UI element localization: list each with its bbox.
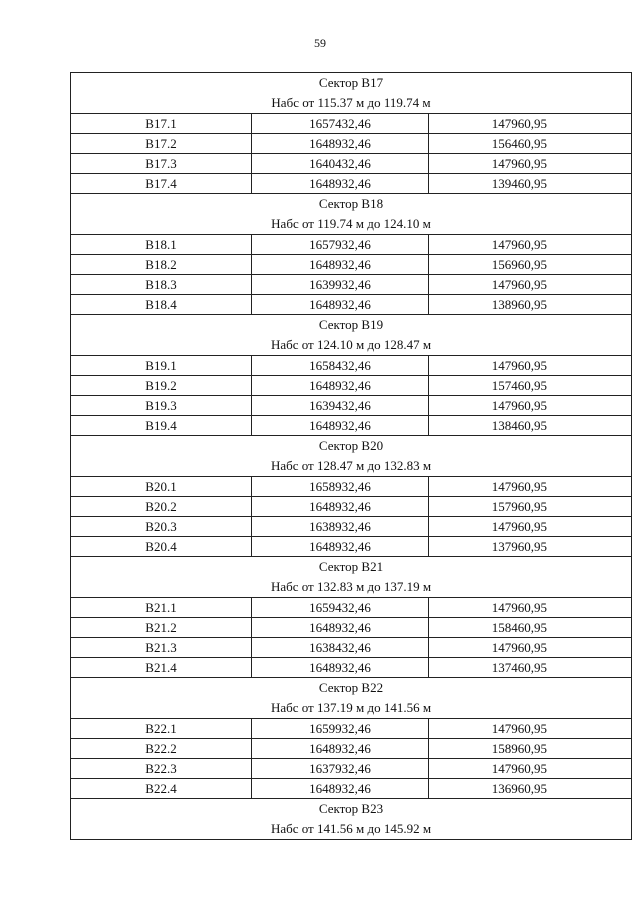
coord-x: 1638432,46 — [252, 638, 429, 657]
coord-y: 138460,95 — [491, 418, 547, 433]
table-row — [71, 598, 631, 618]
point-id: В21.4 — [71, 658, 252, 677]
table-row — [71, 235, 631, 255]
sector-title: Сектор В19 — [318, 317, 384, 332]
coord-x: 1638932,46 — [252, 517, 429, 536]
sector-title: Сектор В17 — [318, 75, 384, 90]
coord-x: 1648932,46 — [252, 739, 429, 758]
sector-title: Сектор В23 — [318, 801, 384, 816]
sector-header — [71, 315, 631, 356]
sector-range: Набс от 124.10 м до 128.47 м — [270, 337, 432, 352]
table-row — [71, 134, 631, 154]
table-row — [71, 275, 631, 295]
point-id: В22.3 — [71, 759, 252, 778]
sector-header — [71, 73, 631, 114]
point-id: В18.4 — [71, 295, 252, 314]
coord-y: 147960,95 — [491, 156, 547, 171]
sector-range: Набс от 137.19 м до 141.56 м — [270, 700, 432, 715]
coord-y: 147960,95 — [491, 358, 547, 373]
table-row — [71, 638, 631, 658]
table-row — [71, 719, 631, 739]
coord-y: 147960,95 — [491, 761, 547, 776]
point-id: В22.1 — [71, 719, 252, 738]
coord-y: 147960,95 — [491, 116, 547, 131]
sector-range: Набс от 132.83 м до 137.19 м — [270, 579, 432, 594]
table-row — [71, 416, 631, 436]
coord-y: 147960,95 — [491, 237, 547, 252]
table-row — [71, 497, 631, 517]
coord-x: 1648932,46 — [252, 537, 429, 556]
point-id: В20.3 — [71, 517, 252, 536]
coord-x: 1648932,46 — [252, 779, 429, 798]
coord-x: 1648932,46 — [252, 134, 429, 153]
point-id: В22.2 — [71, 739, 252, 758]
coord-y: 147960,95 — [491, 398, 547, 413]
table-row — [71, 477, 631, 497]
table-row — [71, 658, 631, 678]
coord-x: 1639932,46 — [252, 275, 429, 294]
table-row — [71, 255, 631, 275]
coord-x: 1648932,46 — [252, 174, 429, 193]
point-id: В19.3 — [71, 396, 252, 415]
sector-header — [71, 799, 631, 840]
coord-y: 137960,95 — [491, 539, 547, 554]
coord-y: 147960,95 — [491, 640, 547, 655]
coord-x: 1639432,46 — [252, 396, 429, 415]
coord-x: 1640432,46 — [252, 154, 429, 173]
table-row — [71, 295, 631, 315]
sector-title: Сектор В21 — [318, 559, 384, 574]
coord-y: 157960,95 — [491, 499, 547, 514]
coord-y: 147960,95 — [491, 479, 547, 494]
point-id: В21.3 — [71, 638, 252, 657]
point-id: В17.2 — [71, 134, 252, 153]
coord-x: 1637932,46 — [252, 759, 429, 778]
coord-y: 158960,95 — [491, 741, 547, 756]
coord-x: 1659432,46 — [252, 598, 429, 617]
coord-x: 1648932,46 — [252, 618, 429, 637]
sector-header — [71, 194, 631, 235]
table-row — [71, 356, 631, 376]
sector-range: Набс от 119.74 м до 124.10 м — [271, 216, 431, 231]
point-id: В18.3 — [71, 275, 252, 294]
table-row — [71, 739, 631, 759]
coord-x: 1648932,46 — [252, 416, 429, 435]
table-row — [71, 517, 631, 537]
coord-y: 156960,95 — [491, 257, 547, 272]
point-id: В17.4 — [71, 174, 252, 193]
sector-title: Сектор В18 — [318, 196, 384, 211]
point-id: В17.3 — [71, 154, 252, 173]
table-row — [71, 759, 631, 779]
point-id: В18.2 — [71, 255, 252, 274]
sector-range: Набс от 141.56 м до 145.92 м — [270, 821, 432, 836]
coord-x: 1657432,46 — [252, 114, 429, 133]
coord-y: 147960,95 — [491, 519, 547, 534]
coord-x: 1648932,46 — [252, 497, 429, 516]
table-row — [71, 396, 631, 416]
coordinates-table — [70, 72, 632, 840]
sector-header — [71, 557, 631, 598]
point-id: В19.2 — [71, 376, 252, 395]
table-row — [71, 174, 631, 194]
point-id: В17.1 — [71, 114, 252, 133]
table-row — [71, 618, 631, 638]
coord-y: 156460,95 — [491, 136, 547, 151]
coord-y: 147960,95 — [491, 277, 547, 292]
table-row — [71, 537, 631, 557]
point-id: В18.1 — [71, 235, 252, 254]
point-id: В20.4 — [71, 537, 252, 556]
point-id: В19.1 — [71, 356, 252, 375]
sector-title: Сектор В20 — [318, 438, 384, 453]
point-id: В20.2 — [71, 497, 252, 516]
table-row — [71, 376, 631, 396]
coord-x: 1648932,46 — [252, 376, 429, 395]
sector-range: Набс от 128.47 м до 132.83 м — [270, 458, 432, 473]
point-id: В20.1 — [71, 477, 252, 496]
table-row — [71, 154, 631, 174]
sector-header — [71, 678, 631, 719]
sector-range: Набс от 115.37 м до 119.74 м — [271, 95, 431, 110]
sector-header — [71, 436, 631, 477]
coord-y: 137460,95 — [491, 660, 547, 675]
point-id: В19.4 — [71, 416, 252, 435]
point-id: В22.4 — [71, 779, 252, 798]
coord-x: 1657932,46 — [252, 235, 429, 254]
coord-x: 1648932,46 — [252, 658, 429, 677]
table-row — [71, 779, 631, 799]
coord-y: 158460,95 — [491, 620, 547, 635]
coord-x: 1648932,46 — [252, 295, 429, 314]
coord-x: 1658932,46 — [252, 477, 429, 496]
coord-x: 1659932,46 — [252, 719, 429, 738]
sector-title: Сектор В22 — [318, 680, 384, 695]
coord-y: 147960,95 — [491, 721, 547, 736]
coord-y: 157460,95 — [491, 378, 547, 393]
table-row — [71, 114, 631, 134]
page-number: 59 — [314, 36, 326, 50]
point-id: В21.1 — [71, 598, 252, 617]
coord-y: 136960,95 — [491, 781, 547, 796]
coord-x: 1658432,46 — [252, 356, 429, 375]
coord-x: 1648932,46 — [252, 255, 429, 274]
point-id: В21.2 — [71, 618, 252, 637]
coord-y: 147960,95 — [491, 600, 547, 615]
coord-y: 139460,95 — [491, 176, 547, 191]
coord-y: 138960,95 — [491, 297, 547, 312]
